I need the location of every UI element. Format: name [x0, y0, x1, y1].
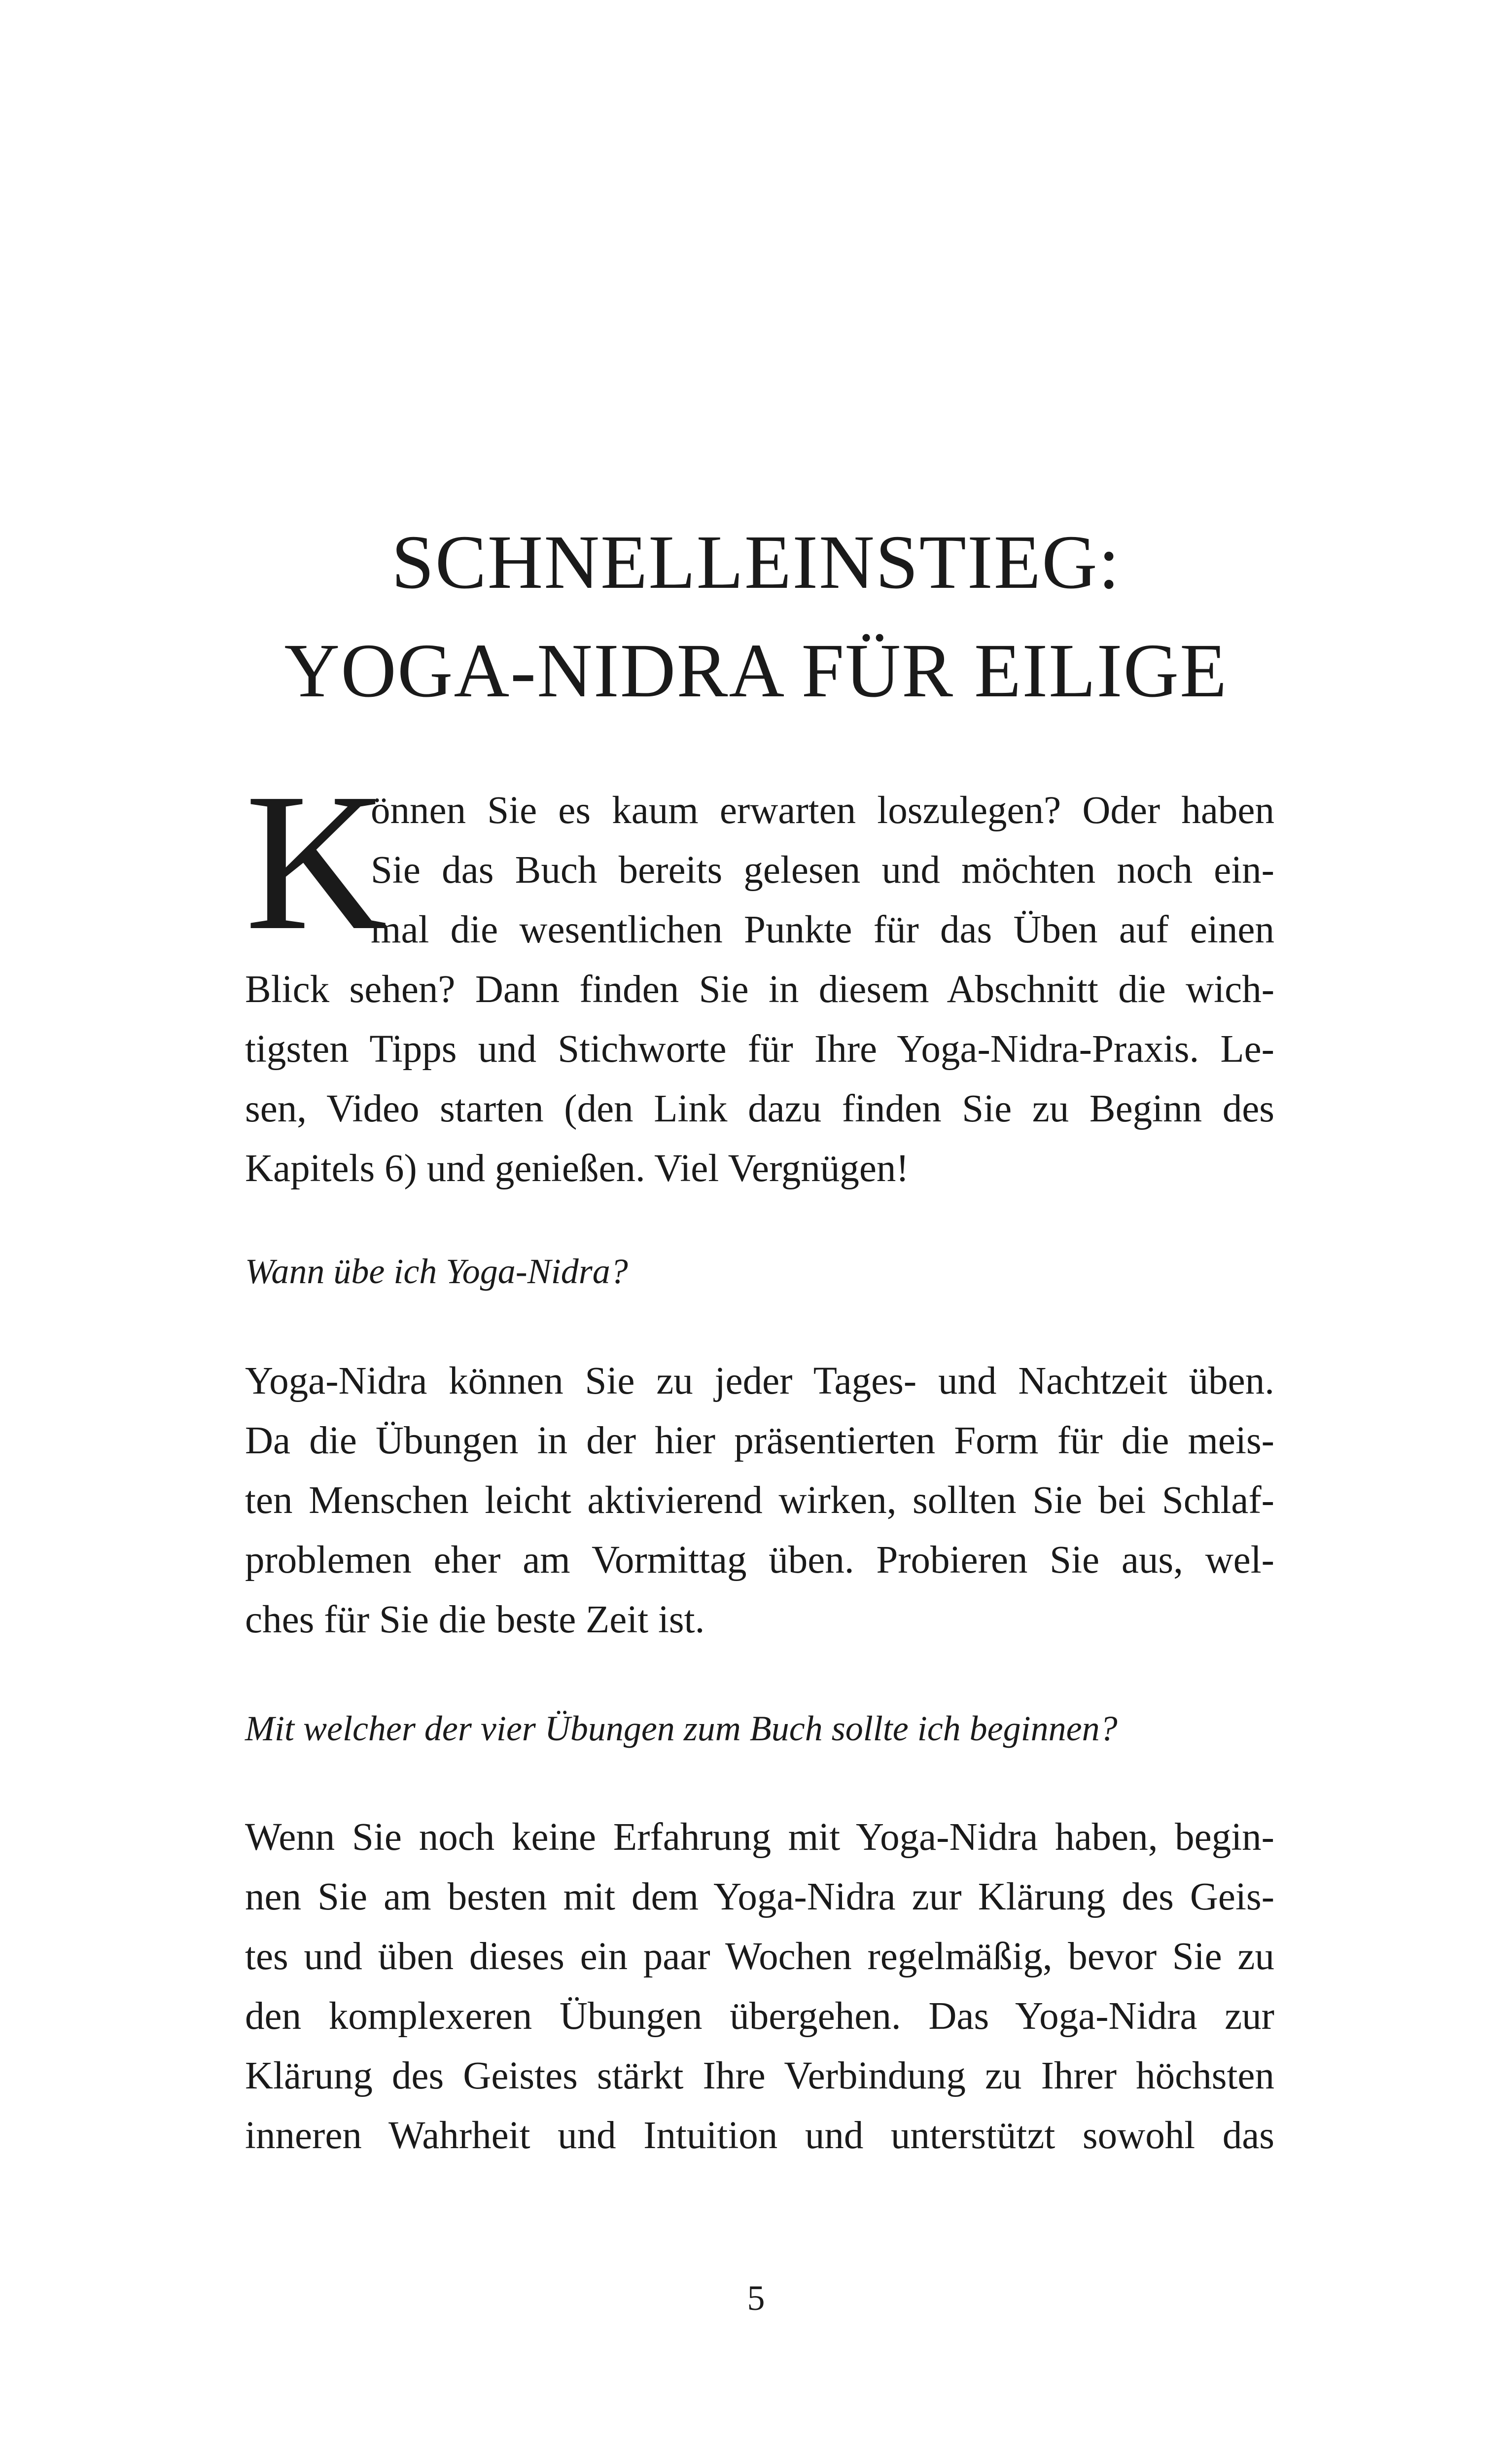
text-line: tigsten Tipps und Stichworte für Ihre Yoga-Nidra-Praxis. Le-: [245, 1028, 1274, 1071]
text-line: nen Sie am besten mit dem Yoga-Nidra zur Klärung des Geis-: [245, 1875, 1274, 1918]
text-line: Yoga-Nidra können Sie zu jeder Tages- und Nachtzeit üben.: [245, 1360, 1274, 1402]
drop-cap: K: [245, 753, 387, 971]
text-line: mal die wesentlichen Punkte für das Üben auf einen: [371, 908, 1274, 951]
chapter-title-line-2: YOGA-NIDRA FÜR EILIGE: [284, 628, 1228, 713]
text-line: Kapitels 6) und genießen. Viel Vergnügen!: [245, 1147, 909, 1190]
text-line: problemen eher am Vormittag üben. Probieren Sie aus, wel-: [245, 1539, 1274, 1582]
text-line: tes und üben dieses ein paar Wochen regelmäßig, bevor Sie zu: [245, 1935, 1274, 1978]
text-line: Klärung des Geistes stärkt Ihre Verbindung zu Ihrer höchsten: [245, 2054, 1274, 2097]
text-line: ten Menschen leicht aktivierend wirken, sollten Sie bei Schlaf-: [245, 1479, 1274, 1522]
text-line: Da die Übungen in der hier präsentierten Form für die meis-: [245, 1419, 1274, 1462]
text-line: sen, Video starten (den Link dazu finden Sie zu Beginn des: [245, 1087, 1274, 1130]
section-question-when: Wann übe ich Yoga-Nidra?: [245, 1252, 628, 1291]
section-paragraph-which: [245, 1807, 1274, 2165]
text-line: Sie das Buch bereits gelesen und möchten noch ein-: [371, 849, 1274, 892]
intro-paragraph-indented: [371, 781, 1274, 960]
text-line: önnen Sie es kaum erwarten loszulegen? Oder haben: [371, 789, 1274, 832]
intro-paragraph: [245, 960, 1274, 1198]
chapter-title: [0, 508, 1512, 725]
text-line: inneren Wahrheit und Intuition und unterstützt sowohl das: [245, 2114, 1274, 2157]
chapter-title-line-1: SCHNELLEINSTIEG:: [391, 519, 1121, 605]
section-paragraph-when: [245, 1351, 1274, 1650]
page-number: 5: [747, 2278, 765, 2318]
text-line: Blick sehen? Dann finden Sie in diesem Abschnitt die wich-: [245, 968, 1274, 1011]
text-line: Wenn Sie noch keine Erfahrung mit Yoga-Nidra haben, begin-: [245, 1816, 1274, 1859]
text-line: ches für Sie die beste Zeit ist.: [245, 1598, 705, 1641]
section-question-which: Mit welcher der vier Übungen zum Buch sollte ich beginnen?: [245, 1709, 1118, 1748]
text-line: den komplexeren Übungen übergehen. Das Yoga-Nidra zur: [245, 1995, 1274, 2038]
